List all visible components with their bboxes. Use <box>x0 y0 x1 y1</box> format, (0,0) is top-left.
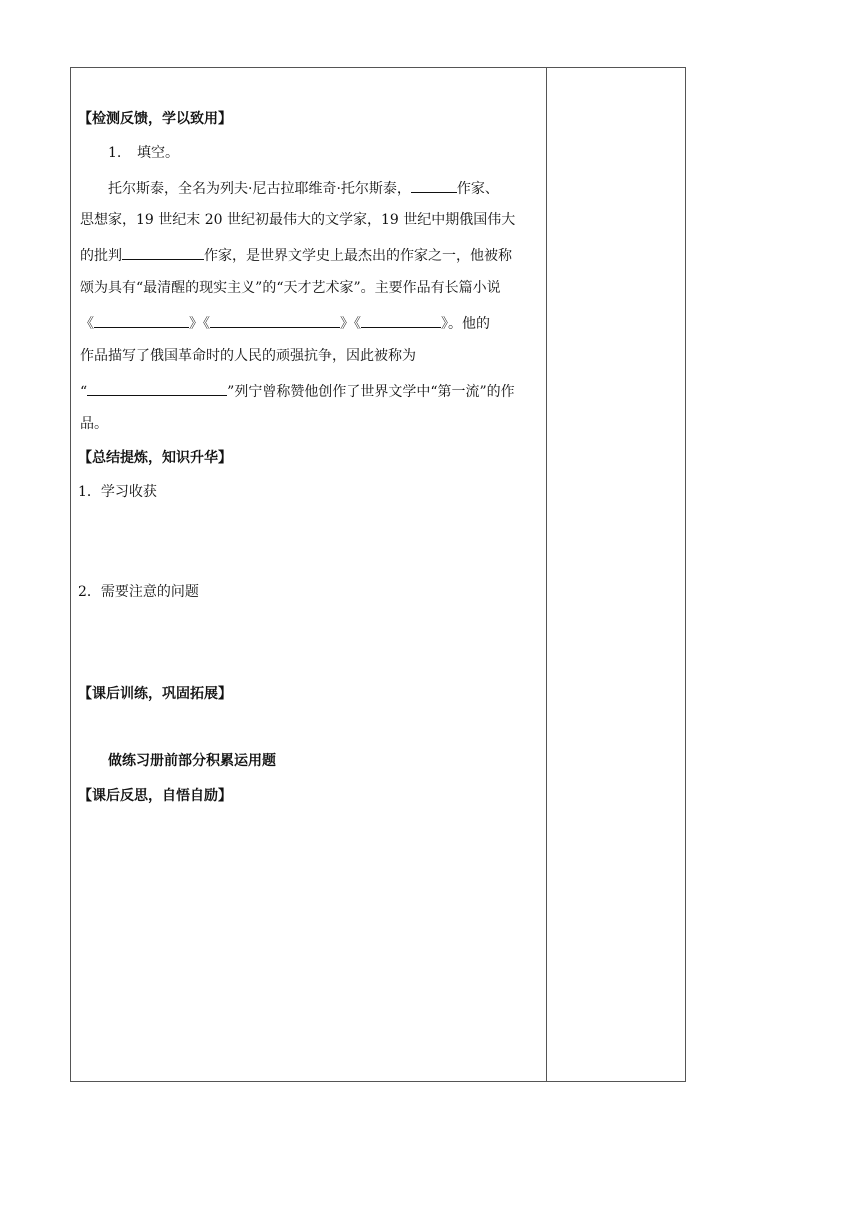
paragraph-line-2: 思想家，19 世纪末 20 世纪初最伟大的文学家，19 世纪中期俄国伟大 <box>80 212 516 228</box>
blank-field[interactable] <box>210 312 340 328</box>
paragraph-line-5: 《 》《 》《 》。他的 <box>80 312 538 334</box>
paragraph-line-8: 品。 <box>80 416 108 432</box>
paragraph-line-1: 托尔斯泰，全名为列夫·尼古拉耶维奇·托尔斯泰， 作家、 <box>108 177 566 199</box>
homework-task: 做练习册前部分积累运用题 <box>108 753 276 769</box>
blank-field[interactable] <box>361 312 441 328</box>
section-heading-feedback: 【检测反馈，学以致用】 <box>78 111 232 127</box>
paragraph-line-7: “ ”列宁曾称赞他创作了世界文学中“第一流”的作 <box>80 380 538 402</box>
item-label-fill-blank: 填空。 <box>137 145 179 161</box>
section-heading-reflection: 【课后反思，自悟自励】 <box>78 788 232 804</box>
paragraph-line-3: 的批判 作家，是世界文学史上最杰出的作家之一，他被称 <box>80 244 538 266</box>
paragraph-line-6: 作品描写了俄国革命时的人民的顽强抗争，因此被称为 <box>80 348 416 364</box>
blank-field[interactable] <box>411 177 457 193</box>
section-heading-homework: 【课后训练，巩固拓展】 <box>78 686 232 702</box>
paragraph-line-4: 颂为具有“最清醒的现实主义”的“天才艺术家”。主要作品有长篇小说 <box>80 280 501 296</box>
summary-item-gains: 1．学习收获 <box>78 484 157 500</box>
blank-field[interactable] <box>87 380 227 396</box>
section-heading-summary: 【总结提炼，知识升华】 <box>78 450 232 466</box>
item-number: 1. <box>108 145 122 161</box>
blank-field[interactable] <box>122 244 204 260</box>
summary-item-notes: 2．需要注意的问题 <box>78 584 199 600</box>
blank-field[interactable] <box>94 312 189 328</box>
column-divider <box>546 67 547 1082</box>
